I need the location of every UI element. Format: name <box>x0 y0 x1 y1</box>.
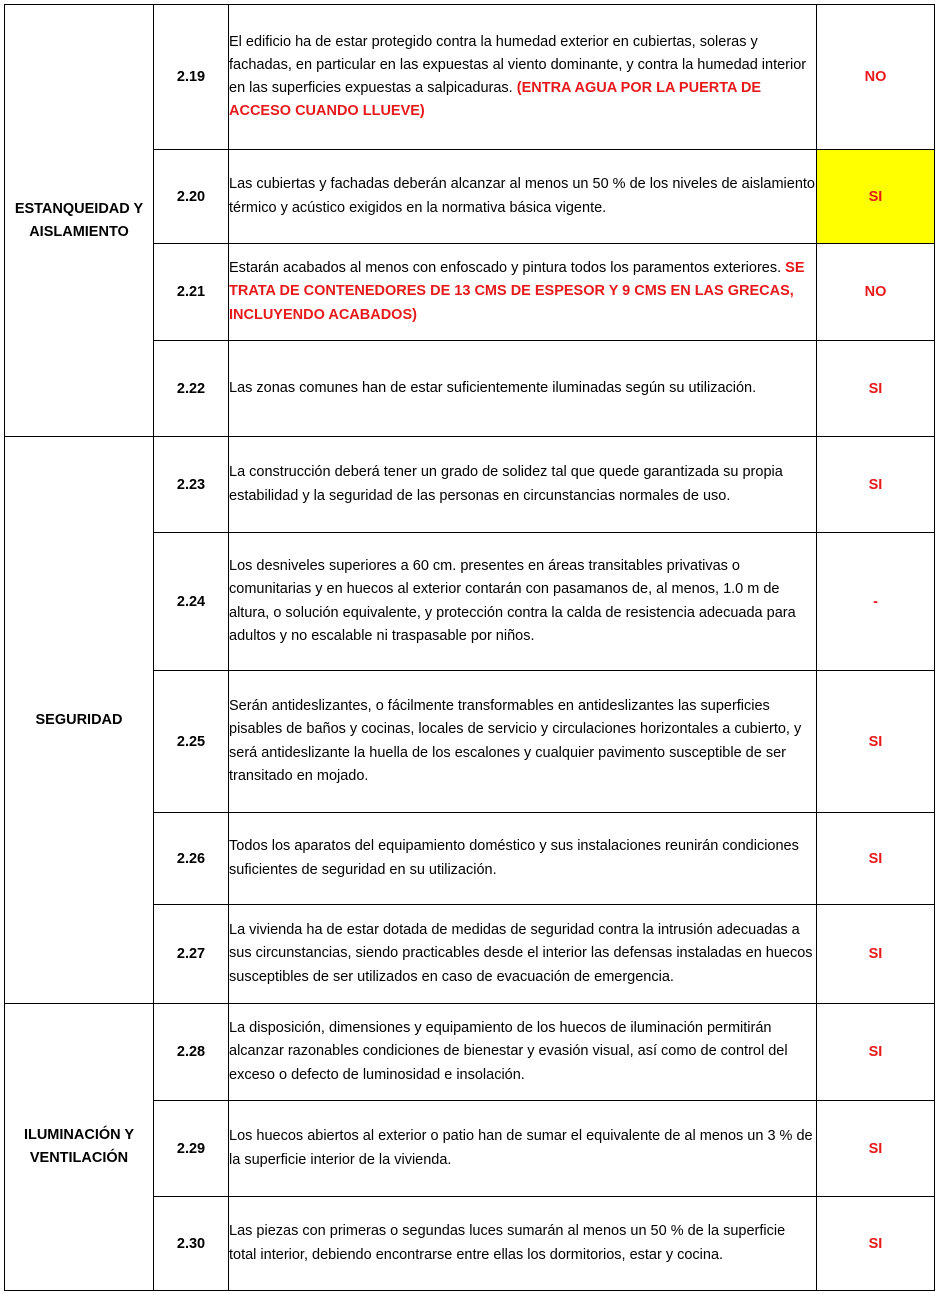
item-number: 2.24 <box>154 533 229 671</box>
item-number: 2.19 <box>154 5 229 150</box>
requirements-table <box>4 4 935 1291</box>
item-number: 2.28 <box>154 1004 229 1101</box>
item-text <box>229 671 817 813</box>
section-label-line: ESTANQUEIDAD Y <box>14 200 144 217</box>
item-text <box>229 1197 817 1291</box>
item-value: SI <box>817 1004 935 1101</box>
item-number: 2.23 <box>154 437 229 533</box>
item-text <box>229 150 817 244</box>
item-text-body: La disposición, dimensiones y equipamiento de los huecos de iluminación permitirán alcanzar razonables condiciones de bienestar y evasión visual, así como de control del exceso o defecto de luminosidad e insolación. <box>229 1020 788 1083</box>
item-number: 2.22 <box>154 341 229 437</box>
item-text-body: Estarán acabados al menos con enfoscado y pintura todos los paramentos exteriores. <box>229 260 782 277</box>
item-value: SI <box>817 1101 935 1197</box>
item-text <box>229 533 817 671</box>
item-value: SI <box>817 1197 935 1291</box>
item-value-highlighted: SI <box>817 150 935 244</box>
item-value: NO <box>817 244 935 341</box>
item-text <box>229 244 817 341</box>
table-row <box>5 5 935 150</box>
item-text <box>229 1004 817 1101</box>
section-label-iluminacion <box>5 1004 154 1291</box>
item-text <box>229 5 817 150</box>
item-text-body: Las piezas con primeras o segundas luces sumarán al menos un 50 % de la superficie total interior, debiendo encontrarse entre ellas los dormitorios, estar y cocina. <box>229 1223 786 1263</box>
item-text-body: Todos los aparatos del equipamiento doméstico y sus instalaciones reunirán condiciones suficientes de seguridad en su utilización. <box>229 838 799 878</box>
item-text-body: Serán antideslizantes, o fácilmente transformables en antideslizantes las superficies pisables de baños y cocinas, locales de servicio y circulaciones horizontales a cubierto, y será antideslizante la huella de los escalones y cualquier pavimento susceptible de ser transitado en mojado. <box>229 698 802 784</box>
item-text-body: Las zonas comunes han de estar suficientemente iluminadas según su utilización. <box>229 379 757 396</box>
item-number: 2.27 <box>154 905 229 1004</box>
table-row <box>5 437 935 533</box>
item-text <box>229 813 817 905</box>
section-label-line: VENTILACIÓN <box>29 1150 129 1166</box>
item-number: 2.21 <box>154 244 229 341</box>
item-value: - <box>817 533 935 671</box>
item-text <box>229 1101 817 1197</box>
item-value: NO <box>817 5 935 150</box>
item-number: 2.26 <box>154 813 229 905</box>
item-text <box>229 905 817 1004</box>
table-row <box>5 1004 935 1101</box>
item-text-body: La construcción deberá tener un grado de solidez tal que quede garantizada su propia estabilidad y la seguridad de las personas en circunstancias normales de uso. <box>229 464 783 504</box>
section-label-line: SEGURIDAD <box>35 711 123 728</box>
section-label-line: AISLAMIENTO <box>29 223 129 240</box>
section-label-line: ILUMINACIÓN Y <box>23 1127 135 1143</box>
item-number: 2.20 <box>154 150 229 244</box>
item-text-body: Los huecos abiertos al exterior o patio han de sumar el equivalente de al menos un 3 % de la superficie interior de la vivienda. <box>229 1128 813 1168</box>
item-number: 2.25 <box>154 671 229 813</box>
item-value: SI <box>817 905 935 1004</box>
item-text-body: Los desniveles superiores a 60 cm. presentes en áreas transitables privativas o comunitarias y en huecos al exterior contarán con pasamanos de, al menos, 1.0 m de altura, o solución equivalente, y protección contra la calda de resistencia adecuada para adultos y no escalable ni traspasable por niños. <box>229 558 796 644</box>
item-note: (ENTRA AGUA POR LA PUERTA DE ACCESO CUANDO LLUEVE) <box>229 80 762 120</box>
item-text <box>229 341 817 437</box>
item-value: SI <box>817 813 935 905</box>
item-text-body: La vivienda ha de estar dotada de medidas de seguridad contra la intrusión adecuadas a sus circunstancias, siendo practicables desde el interior las defensas instaladas en huecos susceptibles de ser utilizados en caso de evacuación de emergencia. <box>229 922 813 985</box>
item-number: 2.30 <box>154 1197 229 1291</box>
section-label-estanqueidad <box>5 5 154 437</box>
item-value: SI <box>817 671 935 813</box>
item-value: SI <box>817 437 935 533</box>
section-label-seguridad <box>5 437 154 1004</box>
item-number: 2.29 <box>154 1101 229 1197</box>
item-text-body: El edificio ha de estar protegido contra la humedad exterior en cubiertas, soleras y fachadas, en particular en las expuestas al viento dominante, y contra la humedad interior en las superficies expuestas a salpicaduras. <box>229 33 807 96</box>
item-text-body: Las cubiertas y fachadas deberán alcanzar al menos un 50 % de los niveles de aislamiento térmico y acústico exigidos en la normativa básica vigente. <box>229 176 815 216</box>
item-value: SI <box>817 341 935 437</box>
item-note: SE TRATA DE CONTENEDORES DE 13 CMS DE ESPESOR Y 9 CMS EN LAS GRECAS, INCLUYENDO ACABADOS) <box>229 260 805 323</box>
item-text <box>229 437 817 533</box>
